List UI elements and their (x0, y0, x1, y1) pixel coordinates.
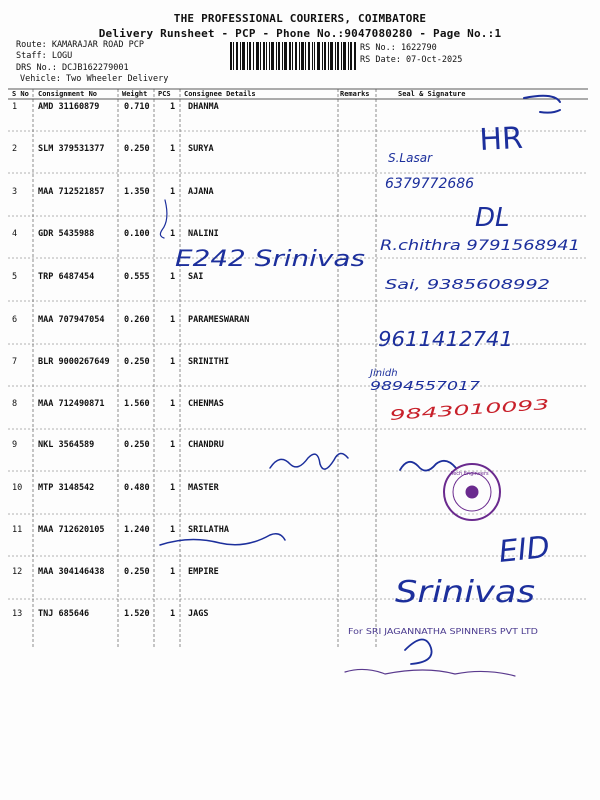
col-header-consignee: Consignee Details (184, 90, 256, 98)
row-pcs: 1 (170, 609, 176, 619)
row6-phone: 9611412741 (378, 327, 513, 351)
table-row (0, 525, 600, 537)
footer-mark-stroke (345, 669, 515, 676)
row1-signature: HR (478, 120, 524, 158)
row-pcs: 1 (170, 272, 176, 282)
row5-name-phone: Sai, 9385608992 (385, 278, 550, 293)
row-pcs: 1 (170, 525, 176, 535)
row-consignment: MAA 712490871 (38, 399, 105, 409)
row-consignee: PARAMESWARAN (188, 315, 250, 325)
vehicle-label: Vehicle: Two Wheeler Delivery (20, 74, 169, 84)
row-weight: 1.240 (124, 525, 150, 535)
row-consignment: TNJ 685646 (38, 609, 90, 619)
row-sno: 7 (12, 357, 18, 367)
row-consignee: SAI (188, 272, 204, 282)
row-pcs: 1 (170, 144, 176, 154)
row-sno: 1 (12, 102, 18, 112)
row-consignee: MASTER (188, 483, 219, 493)
col-header-consignment: Consignment No (38, 90, 98, 98)
row-pcs: 1 (170, 102, 176, 112)
row7-phone: 9894557017 (370, 379, 481, 393)
row12-signature: Srinivas (395, 575, 535, 610)
row-consignment: MTP 3148542 (38, 483, 95, 493)
row-consignee: SURYA (188, 144, 214, 154)
stamp-text: Tech Engineers (451, 471, 489, 477)
row-weight: 0.260 (124, 315, 150, 325)
row-pcs: 1 (170, 357, 176, 367)
table-row (0, 315, 600, 327)
row-weight: 0.250 (124, 357, 150, 367)
rs-date: RS Date: 07-Oct-2025 (360, 55, 463, 65)
row-pcs: 1 (170, 567, 176, 577)
col-header-remarks: Remarks (340, 90, 370, 98)
row-pcs: 1 (170, 399, 176, 409)
col-header-seal-signature: Seal & Signature (398, 90, 466, 98)
row-consignment: MAA 304146438 (38, 567, 105, 577)
row-consignment: SLM 379531377 (38, 144, 105, 154)
row-consignee: AJANA (188, 187, 214, 197)
row-pcs: 1 (170, 440, 176, 450)
row4-consignee-signature: E242 Srinivas (175, 247, 365, 272)
row-consignment: TRP 6487454 (38, 272, 95, 282)
row-weight: 1.350 (124, 187, 150, 197)
row-weight: 1.560 (124, 399, 150, 409)
row-weight: 0.250 (124, 144, 150, 154)
table-row (0, 144, 600, 156)
row-sno: 13 (12, 609, 23, 619)
row-weight: 0.480 (124, 483, 150, 493)
col-header-sno: S No (12, 90, 29, 98)
row-sno: 8 (12, 399, 18, 409)
row8-phone: 9843010093 (389, 401, 480, 424)
row11-signature: EID (497, 529, 552, 570)
row-consignee: CHENMAS (188, 399, 224, 409)
staff-label: Staff: LOGU (16, 51, 73, 61)
table-row (0, 272, 600, 284)
row7-name: Jinidh (370, 368, 398, 379)
row-weight: 0.710 (124, 102, 150, 112)
company-title: THE PROFESSIONAL COURIERS, COIMBATORE (173, 12, 427, 25)
drs-number: DRS No.: DCJB162279001 (16, 63, 129, 73)
row-sno: 9 (12, 440, 18, 450)
row-consignee: NALINI (188, 229, 219, 239)
table-row (0, 440, 600, 452)
row-sno: 11 (12, 525, 23, 535)
row-sno: 6 (12, 315, 18, 325)
row4-initials: DL (475, 203, 510, 233)
table-row (0, 229, 600, 241)
table-row (0, 483, 600, 495)
row-consignee: DHANMA (188, 102, 219, 112)
row-consignee: CHANDRU (188, 440, 224, 450)
row-weight: 1.520 (124, 609, 150, 619)
row-consignee: JAGS (188, 609, 209, 619)
row-weight: 0.100 (124, 229, 150, 239)
row-consignment: GDR 5435988 (38, 229, 95, 239)
col-header-pcs: PCS (158, 90, 171, 98)
row-weight: 0.250 (124, 440, 150, 450)
row-pcs: 1 (170, 315, 176, 325)
row-pcs: 1 (170, 229, 176, 239)
row-pcs: 1 (170, 187, 176, 197)
row2-name: S.Lasar (388, 151, 433, 165)
table-row (0, 567, 600, 579)
row-consignee: EMPIRE (188, 567, 219, 577)
row2-phone: 6379772686 (385, 176, 475, 192)
rs-number: RS No.: 1622790 (360, 43, 437, 53)
row-consignee: SRILATHA (188, 525, 229, 535)
table-row (0, 187, 600, 199)
runsheet-title: Delivery Runsheet - PCP - Phone No.:9047080280 - Page No.:1 (98, 27, 502, 40)
row-consignment: AMD 31160879 (38, 102, 100, 112)
row-pcs: 1 (170, 483, 176, 493)
row-consignment: BLR 9000267649 (38, 357, 110, 367)
table-row (0, 357, 600, 369)
row-consignment: MAA 707947054 (38, 315, 105, 325)
barcode (230, 42, 356, 70)
row-consignee: SRINITHI (188, 357, 229, 367)
row-sno: 3 (12, 187, 18, 197)
row-sno: 10 (12, 483, 23, 493)
row4-name-phone: R.chithra 9791568941 (380, 238, 580, 254)
row-sno: 2 (12, 144, 18, 154)
table-row (0, 609, 600, 621)
footer-company-stamp: For SRI JAGANNATHA SPINNERS PVT LTD (348, 627, 538, 636)
row-weight: 0.555 (124, 272, 150, 282)
row-consignment: MAA 712521857 (38, 187, 105, 197)
row-sno: 4 (12, 229, 18, 239)
row-consignment: NKL 3564589 (38, 440, 95, 450)
row-sno: 12 (12, 567, 23, 577)
table-row (0, 102, 600, 114)
row-sno: 5 (12, 272, 18, 282)
table-row (0, 399, 600, 411)
col-header-weight: Weight (122, 90, 148, 98)
row-consignment: MAA 712620105 (38, 525, 105, 535)
route-label: Route: KAMARAJAR ROAD PCP (16, 40, 144, 50)
row-weight: 0.250 (124, 567, 150, 577)
